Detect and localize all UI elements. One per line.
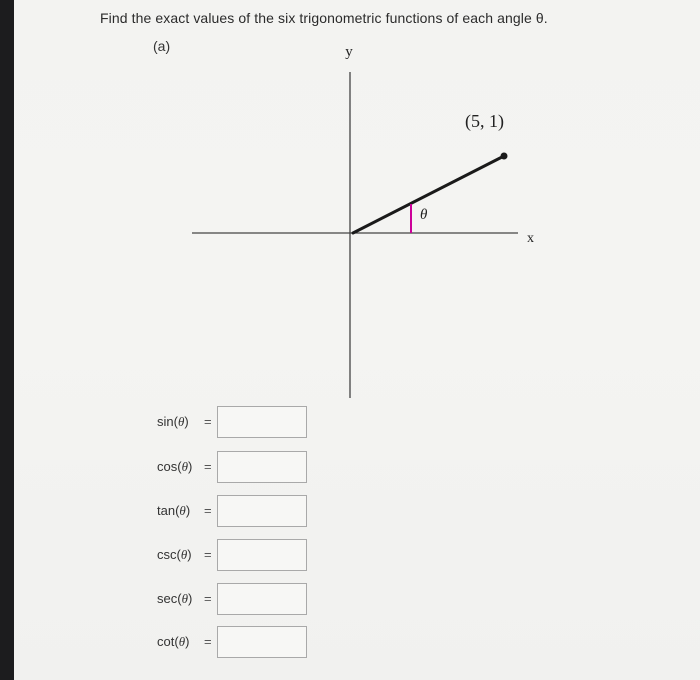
function-label-csc: csc(θ) — [157, 547, 192, 562]
sin-answer-input[interactable] — [217, 406, 307, 438]
function-label-sec: sec(θ) — [157, 591, 193, 606]
cot-answer-input[interactable] — [217, 626, 307, 658]
y-axis-label: y — [345, 44, 353, 60]
point-label: (5, 1) — [465, 111, 504, 131]
equals-sign: = — [204, 459, 212, 474]
angle-graph — [14, 0, 700, 420]
problem-page — [14, 0, 700, 680]
function-label-cot: cot(θ) — [157, 634, 190, 649]
sec-answer-input[interactable] — [217, 583, 307, 615]
equals-sign: = — [204, 634, 212, 649]
part-label: (a) — [153, 38, 171, 54]
tan-answer-input[interactable] — [217, 495, 307, 527]
terminal-point — [501, 153, 508, 160]
equals-sign: = — [204, 547, 212, 562]
cos-answer-input[interactable] — [217, 451, 307, 483]
problem-prompt: Find the exact values of the six trigonometric functions of each angle θ. — [100, 10, 548, 26]
csc-answer-input[interactable] — [217, 539, 307, 571]
function-label-cos: cos(θ) — [157, 459, 193, 474]
function-label-sin: sin(θ) — [157, 414, 189, 429]
equals-sign: = — [204, 591, 212, 606]
angle-label: θ — [420, 207, 428, 223]
terminal-ray — [353, 156, 504, 233]
equals-sign: = — [204, 414, 212, 429]
x-axis-label: x — [527, 231, 534, 246]
function-label-tan: tan(θ) — [157, 503, 191, 518]
equals-sign: = — [204, 503, 212, 518]
